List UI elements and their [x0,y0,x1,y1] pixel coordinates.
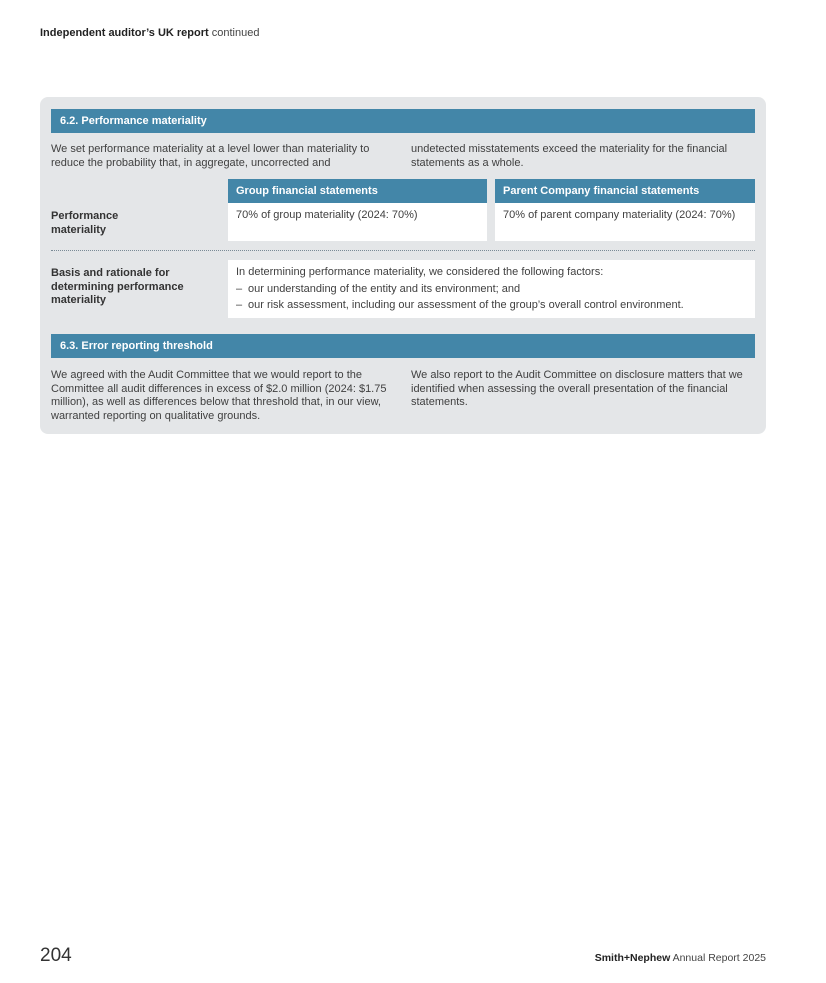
list-item: – our risk assessment, including our assessment of the group’s overall control environment. [236,299,684,311]
materiality-panel [40,97,766,434]
cell-basis-rationale [228,260,755,318]
continued-label: continued [211,27,260,39]
dash-marker: – [236,299,243,311]
error-threshold-paragraph-left: We agreed with the Audit Committee that we would report to the Committee all audit differences in excess of $2.0 million (2024: $1.75 million), as well as differences below that threshold that, in our view, warranted reporting on qualitative grounds. [51,369,387,422]
row-label-basis-rationale: Basis and rationale for determining performance materiality [51,267,184,306]
cell-group-performance-materiality: 70% of group materiality (2024: 70%) [228,203,487,241]
section-heading-performance-materiality: 6.2. Performance materiality [51,109,755,133]
publication-name: Annual Report 2025 [672,952,766,964]
column-header-parent: Parent Company financial statements [495,179,755,203]
running-header [40,27,259,39]
factor-list [236,283,747,313]
error-threshold-paragraph-right: We also report to the Audit Committee on disclosure matters that we identified when assessing the overall presentation of the financial statements. [411,369,743,408]
row-label-performance-materiality: Performance materiality [51,210,119,236]
page-number: 204 [40,945,72,966]
section-heading-error-reporting: 6.3. Error reporting threshold [51,334,755,358]
report-title: Independent auditor’s UK report [40,27,209,39]
brand-name: Smith+Nephew [594,952,671,964]
list-item: – our understanding of the entity and its environment; and [236,282,521,295]
cell-parent-performance-materiality: 70% of parent company materiality (2024: 70%) [495,203,755,241]
row-divider [51,250,755,251]
footer-credit [595,952,766,964]
column-header-group: Group financial statements [228,179,487,203]
intro-paragraph-left: We set performance materiality at a level lower than materiality to reduce the probability that, in aggregate, uncorrected and [51,143,370,169]
basis-lead-text: In determining performance materiality, we considered the following factors: [236,266,604,278]
dash-marker: – [236,282,243,295]
intro-paragraph-right: undetected misstatements exceed the materiality for the financial statements as a whole. [411,143,728,169]
